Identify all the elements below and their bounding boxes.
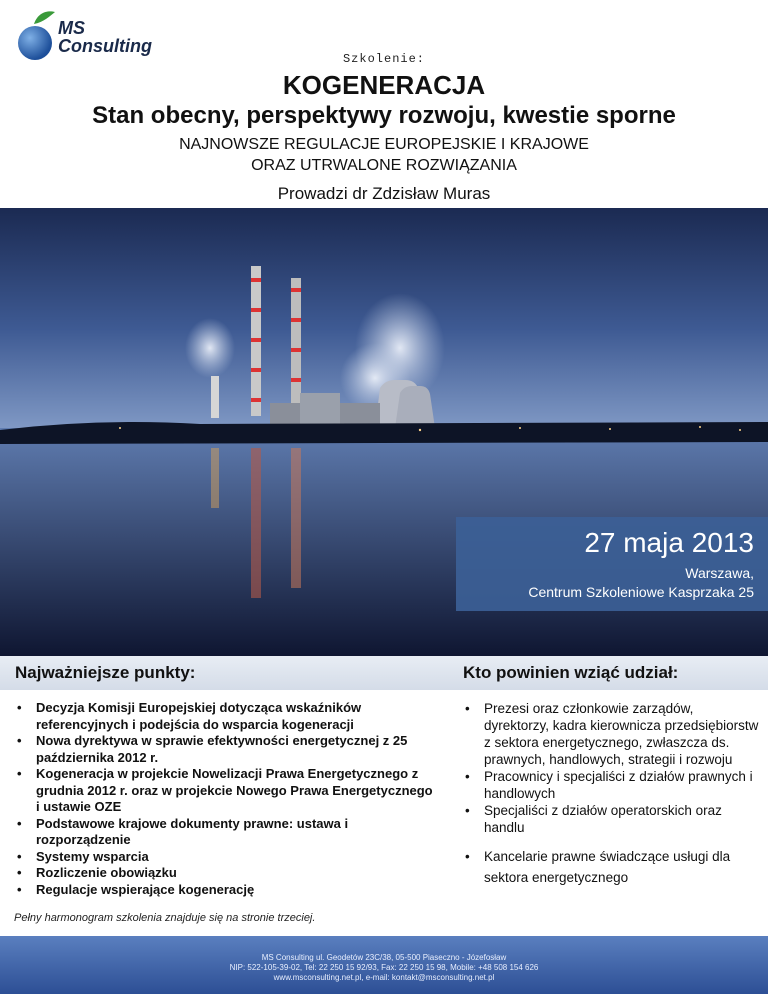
list-item: • Prezesi oraz członkowie zarządów, dyrektorzy, kadra kierownicza przedsiębiorstw z sektora energetycznego, zwłaszcza ds. prawnych, handlowych, strategii i rozwoju <box>462 700 762 768</box>
event-venue: Centrum Szkoleniowe Kasprzaka 25 <box>528 584 754 600</box>
key-points-list <box>14 700 434 898</box>
list-item: • Kancelarie prawne świadczące usługi dla sektora energetycznego <box>462 846 762 888</box>
training-label: Szkolenie: <box>342 52 425 66</box>
tagline: NAJNOWSZE REGULACJE EUROPEJSKIE I KRAJOWE <box>179 136 589 153</box>
list-item: • Podstawowe krajowe dokumenty prawne: ustawa i rozporządzenie <box>14 816 434 849</box>
list-item: • Specjaliści z działów operatorskich oraz handlu <box>462 802 762 836</box>
footer-address: MS Consulting ul. Geodetów 23C/38, 05-500 Piaseczno - Józefosław <box>261 953 507 962</box>
audience-heading: Kto powinien wziąć udział: <box>463 663 679 682</box>
page-title: KOGENERACJA <box>282 70 486 100</box>
section-headings-band <box>0 656 768 690</box>
key-points-heading: Najważniejsze punkty: <box>15 663 196 682</box>
list-item: • Pracownicy i specjaliści z działów prawnych i handlowych <box>462 768 762 802</box>
event-info-box <box>456 517 768 611</box>
event-date: 27 maja 2013 <box>584 527 754 558</box>
logo-text: MS <box>58 18 85 38</box>
footer-web: www.msconsulting.net.pl, e-mail: kontakt@msconsulting.net.pl <box>273 973 495 982</box>
list-item: • Regulacje wspierające kogenerację <box>14 882 434 899</box>
footer-contact: NIP: 522-105-39-02, Tel: 22 250 15 92/93, Fax: 22 250 15 98, Mobile: +48 508 154 626 <box>229 963 539 972</box>
list-item: • Decyzja Komisji Europejskiej dotycząca wskaźników referencyjnych i podejścia do wsparcia kogeneracji <box>14 700 434 733</box>
audience-list <box>462 700 762 888</box>
footer <box>0 936 768 994</box>
event-city: Warszawa, <box>685 565 754 581</box>
schedule-note: Pełny harmonogram szkolenia znajduje się na stronie trzeciej. <box>14 912 316 924</box>
list-item: • Systemy wsparcia <box>14 849 434 866</box>
logo-text: Consulting <box>58 36 152 56</box>
tagline: ORAZ UTRWALONE ROZWIĄZANIA <box>251 157 517 174</box>
list-item: • Nowa dyrektywa w sprawie efektywności energetycznej z 25 października 2012 r. <box>14 733 434 766</box>
leaf-icon <box>32 10 56 26</box>
list-item: • Rozliczenie obowiązku <box>14 865 434 882</box>
page-subtitle: Stan obecny, perspektywy rozwoju, kwestie sporne <box>92 102 676 129</box>
list-item: • Kogeneracja w projekcie Nowelizacji Prawa Energetycznego z grudnia 2012 r. oraz w projekcie Nowego Prawa Energetycznego i ustawie OZE <box>14 766 434 816</box>
presenter: Prowadzi dr Zdzisław Muras <box>277 184 491 203</box>
